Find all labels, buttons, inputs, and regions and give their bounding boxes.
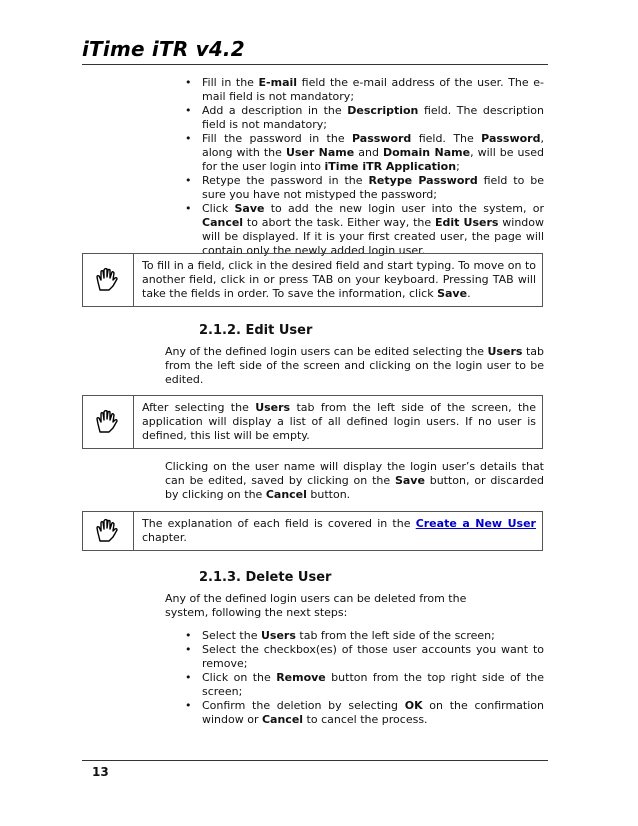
bullet-dot-icon: • xyxy=(185,643,192,656)
bold-term: Domain Name xyxy=(382,146,471,159)
delete-bullet-list xyxy=(176,629,544,727)
create-new-user-link[interactable]: Create a New User xyxy=(415,517,536,530)
bold-term: Cancel xyxy=(202,216,244,229)
list-item: • Select the checkbox(es) of those user accounts you want to remove; xyxy=(185,643,544,670)
hand-icon xyxy=(83,396,134,448)
list-item: • Add a description in the Description field. The description field is not mandatory; xyxy=(185,104,545,131)
bullet-dot-icon: • xyxy=(185,202,192,215)
bold-term: Save xyxy=(234,202,265,215)
bold-term: iTime iTR Application xyxy=(324,160,457,173)
bold-term: Cancel xyxy=(261,713,304,726)
page-number: 13 xyxy=(92,765,109,779)
section-heading-delete-user: 2.1.3. Delete User xyxy=(199,570,332,585)
bullet-dot-icon: • xyxy=(185,699,192,712)
bullet-dot-icon: • xyxy=(185,671,192,684)
bold-term: User Name xyxy=(285,146,355,159)
note-box-users-tab xyxy=(82,395,543,449)
list-item: • Fill the password in the Password field. The Password, along with the User Name and Domain Name, will be used for the user login into iTime iTR Application; xyxy=(185,132,544,173)
edit-user-details-paragraph: Clicking on the user name will display the login user’s details that can be edited, saved by clicking on the Save button, or discarded by clicking on the Cancel button. xyxy=(165,460,545,501)
page-header-title: iTime iTR v4.2 xyxy=(82,37,245,61)
note-text-fill-fields: To fill in a field, click in the desired field and start typing. To move on to another field, click in or press TAB on your keyboard. Pressing TAB will take the fields in order. To save the information, click Save. xyxy=(142,259,536,300)
bold-term: Remove xyxy=(276,671,326,684)
edit-user-paragraph: Any of the defined login users can be edited selecting the Users tab from the left side of the screen and clicking on the login user to be edited. xyxy=(165,345,544,386)
note-text-users-tab: After selecting the Users tab from the left side of the screen, the application will display a list of all defined login users. If no user is defined, this list will be empty. xyxy=(142,401,536,442)
bold-term: Cancel xyxy=(265,488,307,501)
bold-term: Password xyxy=(352,132,412,145)
bold-term: Users xyxy=(260,629,296,642)
list-item: • Click on the Remove button from the top right side of the screen; xyxy=(185,671,544,698)
bold-term: Retype Password xyxy=(368,174,478,187)
note-text-create-user-ref: The explanation of each field is covered in the Create a New User chapter. xyxy=(142,517,536,544)
bold-term: Save xyxy=(394,474,425,487)
footer-divider xyxy=(82,760,548,761)
note-box-fill-fields xyxy=(82,253,543,307)
bold-term: Save xyxy=(437,287,468,300)
bold-term: Users xyxy=(255,401,291,414)
bold-term: Description xyxy=(347,104,419,117)
bold-term: Users xyxy=(487,345,523,358)
delete-user-paragraph: Any of the defined login users can be deleted from the system, following the next steps: xyxy=(165,592,467,619)
bold-term: Edit Users xyxy=(434,216,499,229)
list-item: • Click Save to add the new login user into the system, or Cancel to abort the task. Either way, the Edit Users window will be displayed. If it is your first created user, the page will contain only the newly added login user. xyxy=(185,202,544,257)
bold-term: Password xyxy=(481,132,541,145)
header-divider xyxy=(82,64,548,65)
list-item: • Fill in the E-mail field the e-mail address of the user. The e-mail field is not mandatory; xyxy=(185,76,545,103)
bullet-dot-icon: • xyxy=(185,629,192,642)
bold-term: OK xyxy=(404,699,423,712)
bullet-dot-icon: • xyxy=(185,174,192,187)
section-heading-edit-user: 2.1.2. Edit User xyxy=(199,323,313,338)
list-item: • Confirm the deletion by selecting OK on the confirmation window or Cancel to cancel the process. xyxy=(185,699,544,726)
note-box-create-user-ref xyxy=(82,511,543,551)
list-item: • Retype the password in the Retype Password field to be sure you have not mistyped the password; xyxy=(185,174,544,201)
bullet-dot-icon: • xyxy=(185,76,192,89)
hand-icon xyxy=(83,512,134,550)
intro-bullet-list xyxy=(176,76,544,258)
bullet-dot-icon: • xyxy=(185,132,192,145)
list-item: • Select the Users tab from the left side of the screen; xyxy=(185,629,495,642)
bullet-dot-icon: • xyxy=(185,104,192,117)
bold-term: E-mail xyxy=(258,76,298,89)
hand-icon xyxy=(83,254,134,306)
